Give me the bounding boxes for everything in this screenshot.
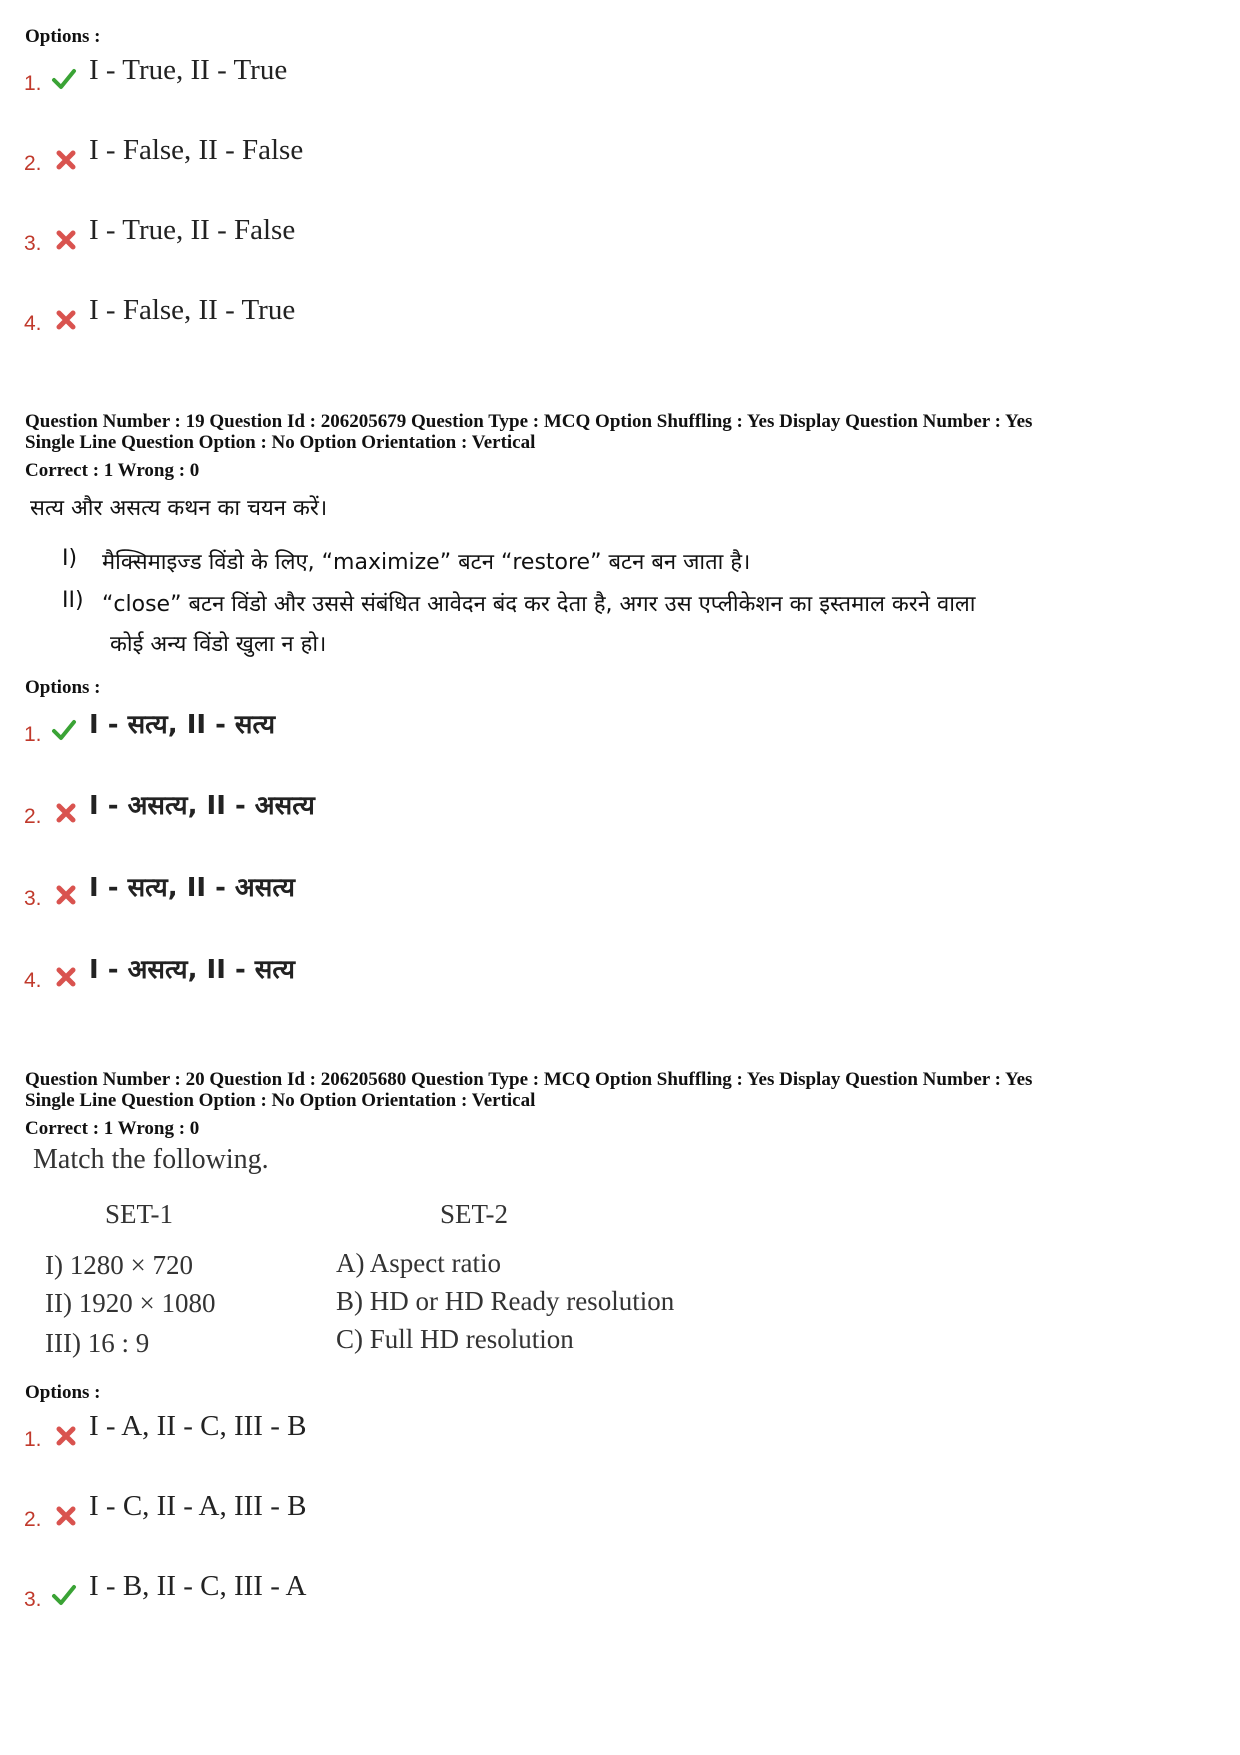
q20-question-text: Match the following. <box>33 1144 269 1175</box>
option-number: 3. <box>24 232 42 255</box>
q19-options-label: Options : <box>25 677 101 698</box>
option-number: 1. <box>24 72 42 95</box>
q19-statement-1: मैक्सिमाइज्ड विंडो के लिए, “maximize” बटन “restore” बटन बन जाता है। <box>102 550 751 575</box>
option-text: I - असत्य, II - असत्य <box>89 791 315 821</box>
set-2-item: C) Full HD resolution <box>336 1324 574 1354</box>
option-number: 4. <box>24 969 42 992</box>
check-icon <box>51 66 77 92</box>
option-number: 2. <box>24 1508 42 1531</box>
option-number: 2. <box>24 805 42 828</box>
option-number: 2. <box>24 152 42 175</box>
set-1-item: III) 16 : 9 <box>45 1328 150 1358</box>
set-2-item: B) HD or HD Ready resolution <box>336 1286 675 1316</box>
check-icon <box>51 1582 77 1608</box>
cross-icon <box>53 147 79 173</box>
set-2-item: A) Aspect ratio <box>336 1248 501 1278</box>
set-1-item: I) 1280 × 720 <box>45 1250 193 1280</box>
q20-marks: Correct : 1 Wrong : 0 <box>25 1118 200 1139</box>
option-number: 1. <box>24 1428 42 1451</box>
cross-icon <box>53 800 79 826</box>
option-text: I - True, II - True <box>89 54 288 86</box>
q19-question-text: सत्य और असत्य कथन का चयन करें। <box>30 496 328 521</box>
q20-options-label: Options : <box>25 1382 101 1403</box>
q20-meta-line2: Single Line Question Option : No Option Orientation : Vertical <box>25 1090 536 1111</box>
cross-icon <box>53 964 79 990</box>
cross-icon <box>53 882 79 908</box>
q19-meta-line1: Question Number : 19 Question Id : 206205679 Question Type : MCQ Option Shuffling : Yes Display Question Number : Yes <box>25 411 1033 432</box>
option-number: 4. <box>24 312 42 335</box>
option-number: 3. <box>24 887 42 910</box>
q19-marks: Correct : 1 Wrong : 0 <box>25 460 200 481</box>
check-icon <box>51 717 77 743</box>
cross-icon <box>53 1503 79 1529</box>
option-text: I - असत्य, II - सत्य <box>89 955 295 985</box>
option-text: I - False, II - True <box>89 294 296 326</box>
q20-meta-line1: Question Number : 20 Question Id : 206205680 Question Type : MCQ Option Shuffling : Yes Display Question Number : Yes <box>25 1069 1033 1090</box>
q19-statement-2-number: II) <box>62 588 84 613</box>
set-1-header: SET-1 <box>105 1199 174 1229</box>
q19-statement-2-line1: “close” बटन विंडो और उससे संबंधित आवेदन बंद कर देता है, अगर उस एप्लीकेशन का इस्तमाल करने वाला <box>102 592 976 617</box>
option-text: I - C, II - A, III - B <box>89 1490 307 1522</box>
option-text: I - A, II - C, III - B <box>89 1410 307 1442</box>
option-number: 1. <box>24 723 42 746</box>
option-text: I - सत्य, II - असत्य <box>89 873 295 903</box>
q18-options-label: Options : <box>25 26 101 47</box>
set-1-item: II) 1920 × 1080 <box>45 1288 216 1318</box>
option-number: 3. <box>24 1588 42 1611</box>
cross-icon <box>53 307 79 333</box>
option-text: I - B, II - C, III - A <box>89 1570 307 1602</box>
q19-statement-2-line2: कोई अन्य विंडो खुला न हो। <box>110 632 327 657</box>
option-text: I - False, II - False <box>89 134 304 166</box>
option-text: I - सत्य, II - सत्य <box>89 710 276 740</box>
q19-meta-line2: Single Line Question Option : No Option Orientation : Vertical <box>25 432 536 453</box>
option-text: I - True, II - False <box>89 214 296 246</box>
set-2-header: SET-2 <box>440 1199 509 1229</box>
cross-icon <box>53 1423 79 1449</box>
q19-statement-1-number: I) <box>62 546 78 571</box>
cross-icon <box>53 227 79 253</box>
